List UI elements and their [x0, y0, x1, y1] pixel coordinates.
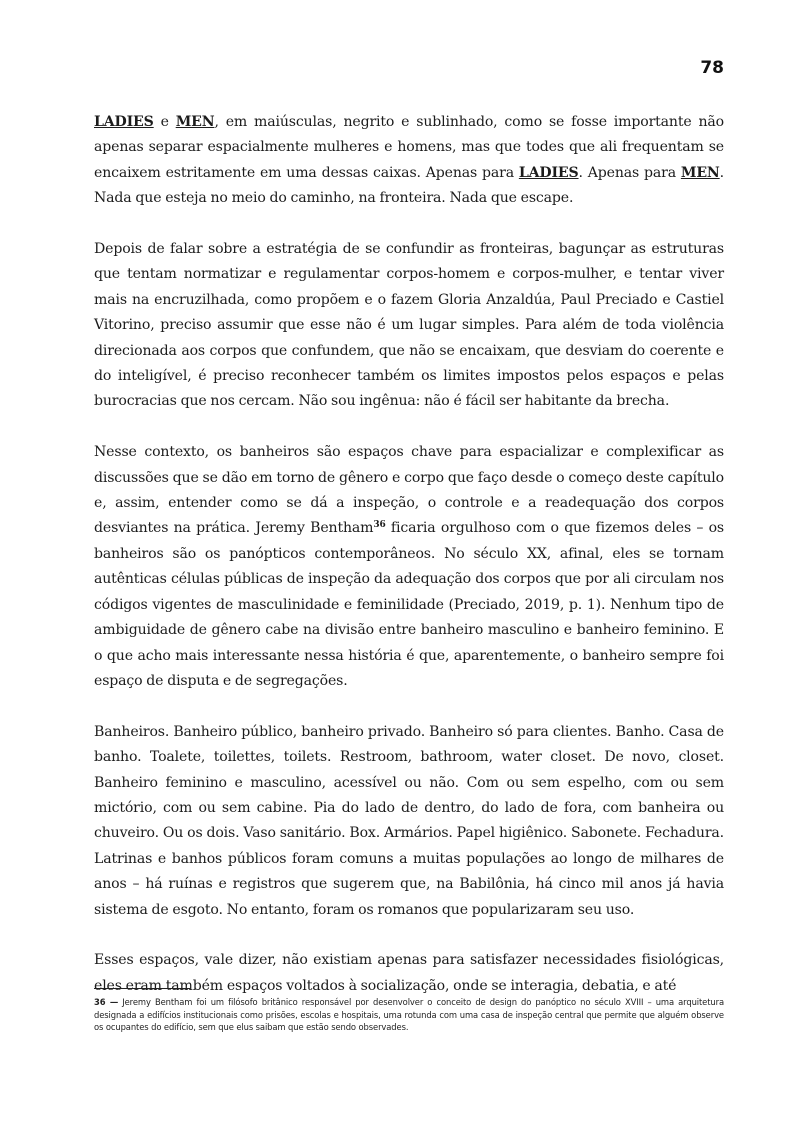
footnote: [94, 996, 724, 1034]
footnote-reference[interactable]: 36: [373, 520, 386, 531]
paragraph-4: Banheiros. Banheiro público, banheiro privado. Banheiro só para clientes. Banho. Casa de banho. Toalete, toilettes, toilets. Restroom, bathroom, water closet. De novo, closet. Banheiro feminino e masculino, acessível ou não. Com ou sem espelho, com ou sem mictório, com ou sem cabine. Pia do lado de dentro, do lado de fora, com banheira ou chuveiro. Ou os dois. Vaso sanitário. Box. Armários. Papel higiênico. Sabonete. Fechadura. Latrinas e banhos públicos foram comuns a muitas populações ao longo de milhares de anos – há ruínas e registros que sugerem que, na Babilônia, há cinco mil anos já havia sistema de esgoto. No entanto, foram os romanos que popularizaram seu uso.: [94, 723, 724, 918]
text-span: . Apenas para: [578, 164, 681, 181]
footnote-text: Jeremy Bentham foi um filósofo britânico responsável por desenvolver o conceito de design do panóptico no século XVIII – uma arquitetura designada a edifícios institucionais como prisões, escolas e hospitais, uma rotunda com uma casa de inspeção central que permite que alguém observe os ocupantes do edifício, sem que elus saibam que estão sendo observades.: [94, 997, 725, 1033]
text-span: , em maiúsculas, negrito e sublinhado, como se fosse importante não apenas separar espacialmente mulheres e homens, mas que todes que ali frequentam se encaixem estritamente em uma dessas caixas. Apenas para: [94, 114, 724, 181]
paragraph-5: Esses espaços, vale dizer, não existiam apenas para satisfazer necessidades fisiológicas, eles eram também espaços voltados à socialização, onde se interagia, debatia, e até: [94, 952, 724, 994]
text-span: . Nada que esteja no meio do caminho, na fronteira. Nada que escape.: [94, 164, 724, 207]
paragraph-1: [94, 110, 724, 212]
page-number: 78: [700, 58, 724, 78]
text-span: e: [153, 114, 176, 130]
men-label: MEN: [175, 114, 215, 130]
body-text: [94, 110, 724, 1025]
ladies-label: LADIES: [94, 114, 154, 130]
text-span: Nesse contexto, os banheiros são espaços chave para espacializar e complexificar as discussões que se dão em torno de gênero e corpo que faço desde o começo deste capítulo e, assim, entender como se dá a inspeção, o controle e a readequação dos corpos desviantes na prática. Jeremy Bentham: [94, 444, 724, 537]
text-span: ficaria orgulhoso com o que fizemos deles – os banheiros são os panópticos contemporâneos. No século XX, afinal, eles se tornam autênticas células públicas de inspeção da adequação dos corpos que por ali circulam nos códigos vigentes de masculinidade e feminilidade (Preciado, 2019, p. 1). Nenhum tipo de ambiguidade de gênero cabe na divisão entre banheiro masculino e banheiro feminino. E o que acho mais interessante nessa história é que, aparentemente, o banheiro sempre foi espaço de disputa e de segregações.: [94, 520, 724, 689]
footnote-divider: [94, 988, 190, 989]
ladies-label: LADIES: [518, 164, 579, 181]
footnote-number: 36 —: [94, 997, 119, 1007]
men-label: MEN: [680, 164, 720, 181]
paragraph-2: Depois de falar sobre a estratégia de se confundir as fronteiras, bagunçar as estruturas que tentam normatizar e regulamentar corpos-homem e corpos-mulher, e tentar viver mais na encruzilhada, como propõem e o fazem Gloria Anzaldúa, Paul Preciado e Castiel Vitorino, preciso assumir que esse não é um lugar simples. Para além de toda violência direcionada aos corpos que confundem, que não se encaixam, que desviam do coerente e do inteligível, é preciso reconhecer também os limites impostos pelos espaços e pelas burocracias que nos cercam. Não sou ingênua: não é fácil ser habitante da brecha.: [94, 241, 724, 410]
paragraph-3: [94, 440, 724, 694]
